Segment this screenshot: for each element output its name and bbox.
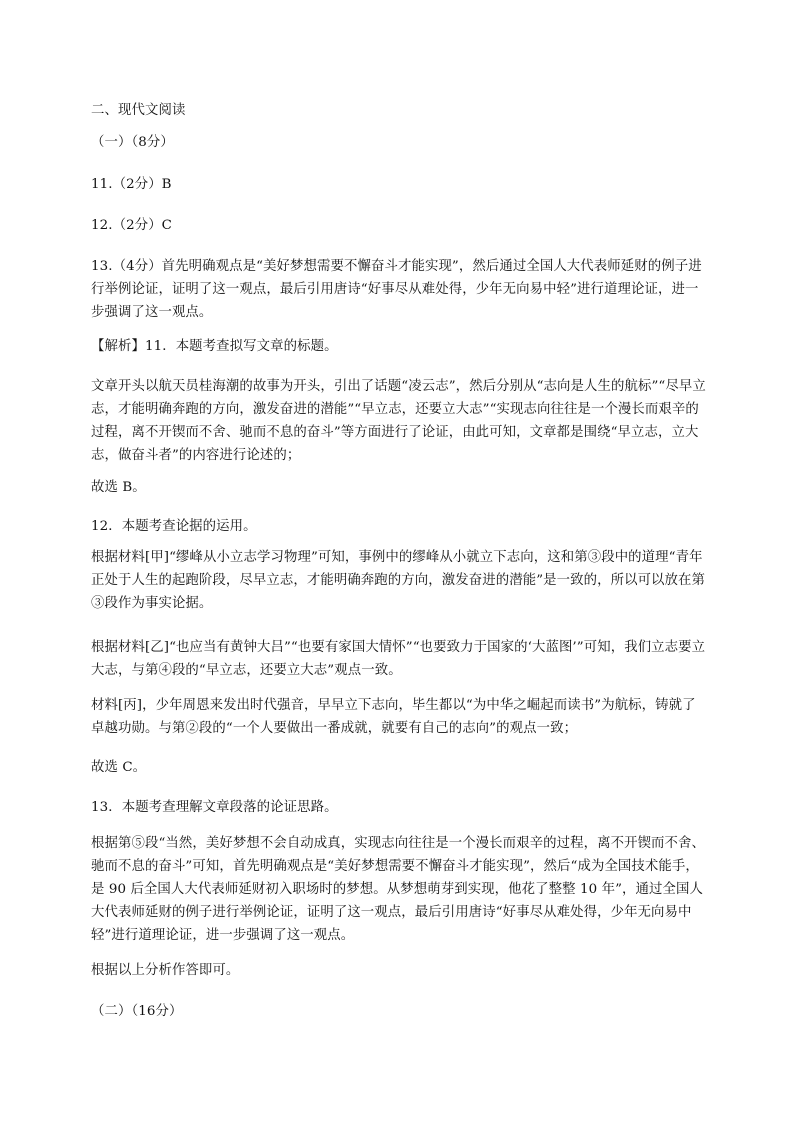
answer-c: 故选 C。 xyxy=(91,760,147,775)
answer-13: 13.（4分）首先明确观点是“美好梦想需要不懈奋斗才能实现”，然后通过全国人大代表师延财的例子进行举例论证，证明了这一观点，最后引用唐诗“好事尽从难处得，少年无向易中轻”进行道理论证，进一步强调了这一观点。 xyxy=(91,259,702,320)
answer-12: 12.（2分）C xyxy=(91,218,173,233)
analysis-13-heading: 13．本题考查理解文章段落的论证思路。 xyxy=(91,800,338,815)
analysis-12-material-a: 根据材料[甲]“缪峰从小立志学习物理”可知，事例中的缪峰从小就立下志向，这和第③段中的道理“青年正处于人生的起跑阶段，尽早立志，才能明确奔跑的方向，激发奋进的潜能”是一致的，所以可以放在第③段作为事实论据。 xyxy=(91,550,706,611)
part-one-heading: （一）（8分） xyxy=(91,135,174,150)
analysis-12-material-b: 根据材料[乙]“也应当有黄钟大吕”“也要有家国大情怀”“也要致力于国家的‘大蓝图’”可知，我们立志要立大志，与第④段的“早立志，还要立大志”观点一致。 xyxy=(91,640,706,678)
analysis-11-heading: 【解析】11．本题考查拟写文章的标题。 xyxy=(91,339,338,354)
analysis-11-paragraph: 文章开头以航天员桂海潮的故事为开头，引出了话题“凌云志”，然后分别从“志向是人生的航标”“尽早立志，才能明确奔跑的方向，激发奋进的潜能”“早立志，还要立大志”“实现志向往往是一个漫长而艰辛的过程，离不开锲而不舍、驰而不息的奋斗”等方面进行了论证，由此可知，文章都是围绕“早立志，立大志，做奋斗者”的内容进行论述的； xyxy=(91,379,706,463)
analysis-13-paragraph: 根据第⑤段“当然，美好梦想不会自动成真，实现志向往往是一个漫长而艰辛的过程，离不开锲而不舍、驰而不息的奋斗”可知，首先明确观点是“美好梦想需要不懈奋斗才能实现”，然后“成为全国技术能手，是 90 后全国人大代表师延财初入职场时的梦想。从梦想萌芽到实现，他花了整整 10 年”，通过全国人大代表师延财的例子进行举例论证，证明了这一观点，最后引用唐诗“好事尽从难处得，少年无向易中轻”进行道理论证，进一步强调了这一观点。 xyxy=(91,836,706,943)
answer-b: 故选 B。 xyxy=(91,480,146,495)
analysis-12-material-c: 材料[丙]，少年周恩来发出时代强音，早早立下志向，毕生都以“为中华之崛起而读书”为航标，铸就了卓越功勋。与第②段的“一个人要做出一番成就，就要有自己的志向”的观点一致； xyxy=(91,698,696,736)
part-two-heading: （二）（16分） xyxy=(91,1004,183,1019)
analysis-12-heading: 12．本题考查论据的运用。 xyxy=(91,519,257,534)
answer-11: 11.（2分）B xyxy=(91,177,172,192)
conclusion: 根据以上分析作答即可。 xyxy=(91,963,240,978)
section-heading: 二、现代文阅读 xyxy=(91,103,186,118)
